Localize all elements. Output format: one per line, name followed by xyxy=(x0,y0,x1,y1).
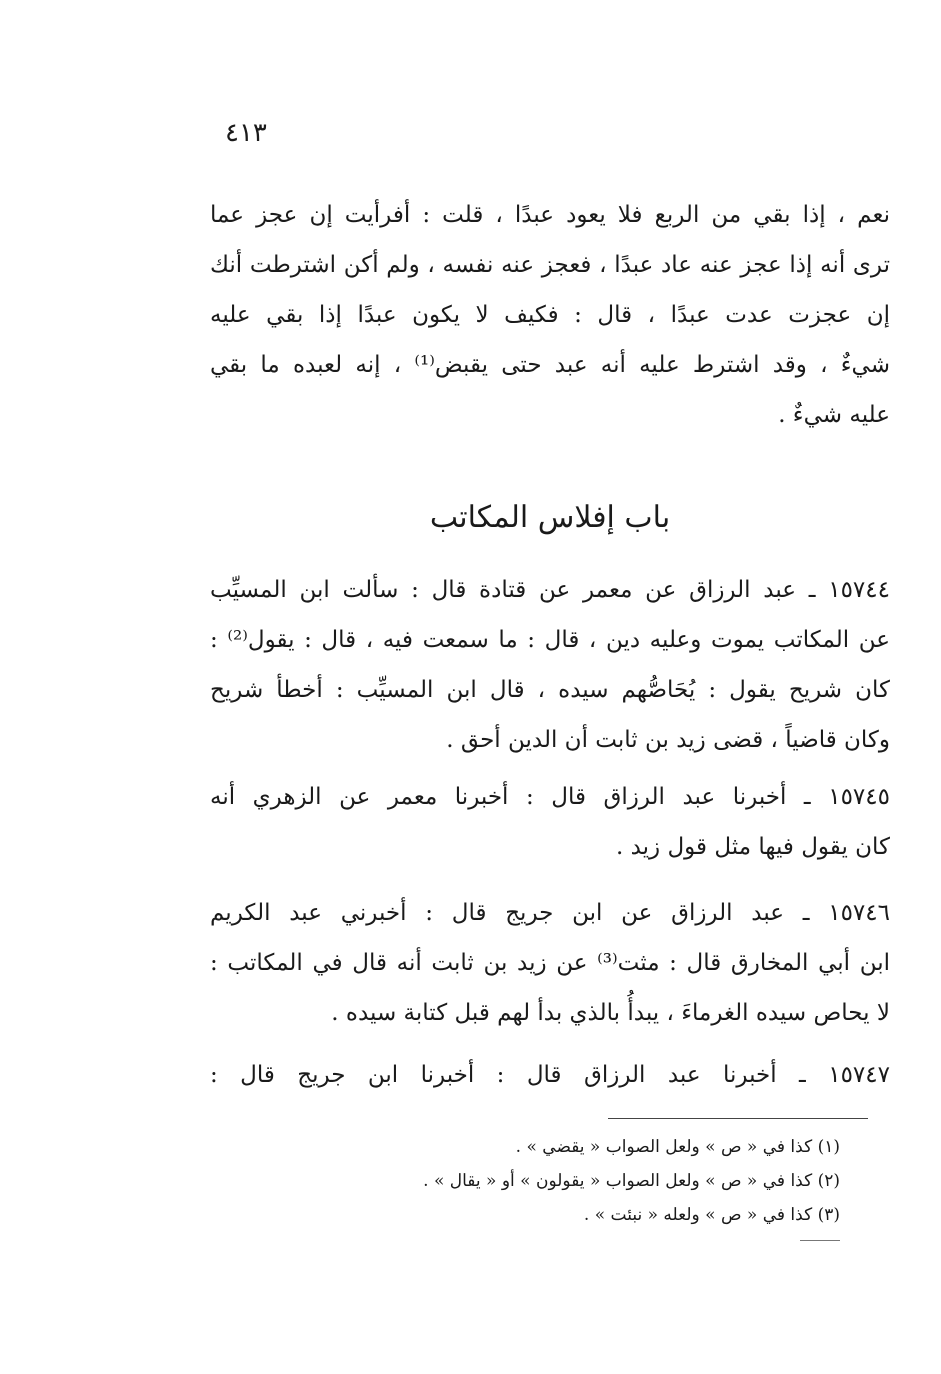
hadith-15744 xyxy=(210,565,890,765)
text-line: إن عجزت عدت عبدًا ، قال : فكيف لا يكون عبدًا إذا بقي عليه xyxy=(210,302,890,328)
hadith-15747 xyxy=(210,1050,890,1100)
hadith-15745 xyxy=(210,772,890,872)
text-line: ابن أبي المخارق قال : مثت⁽³⁾ عن زيد بن ثابت أنه قال في المكاتب : xyxy=(210,950,890,976)
footnote: (٢) كذا في « ص » ولعل الصواب « يقولون » أو « يقال » . xyxy=(423,1171,840,1191)
text-line: عليه شيءٌ . xyxy=(778,402,890,428)
section-title: باب إفلاس المكاتب xyxy=(429,500,671,535)
text-line: لا يحاص سيده الغرماءَ ، يبدأُ بالذي بدأ لهم قبل كتابة سيده . xyxy=(331,1000,890,1026)
footnote-divider xyxy=(608,1118,868,1119)
text-line: عن المكاتب يموت وعليه دين ، قال : ما سمعت فيه ، قال : يقول⁽²⁾ : xyxy=(210,627,890,653)
footnote: (٣) كذا في « ص » ولعله « نبئت » . xyxy=(583,1205,840,1225)
text-line: كان شريح يقول : يُحَاصُّهم سيده ، قال ابن المسيِّب : أخطأ شريح xyxy=(210,677,890,703)
text-line: ١٥٧٤٤ ـ عبد الرزاق عن معمر عن قتادة قال : سألت ابن المسيِّب xyxy=(210,577,890,603)
text-line: ١٥٧٤٦ ـ عبد الرزاق عن ابن جريج قال : أخبرني عبد الكريم xyxy=(210,900,890,926)
text-line: ١٥٧٤٧ ـ أخبرنا عبد الرزاق قال : أخبرنا ابن جريج قال : xyxy=(210,1062,890,1088)
hadith-15746 xyxy=(210,888,890,1038)
text-line: وكان قاضياً ، قضى زيد بن ثابت أن الدين أحق . xyxy=(446,727,890,753)
text-line: كان يقول فيها مثل قول زيد . xyxy=(615,834,890,860)
paragraph-continuation xyxy=(210,190,890,440)
text-line: ترى أنه إذا عجز عنه عاد عبدًا ، فعجز عنه نفسه ، ولم أكن اشترطت أنك xyxy=(210,252,890,278)
footnote: (١) كذا في « ص » ولعل الصواب « يقضي » . xyxy=(515,1137,840,1157)
text-line: نعم ، إذا بقي من الربع فلا يعود عبدًا ، قلت : أفرأيت إن عجز عما xyxy=(210,202,890,228)
footnotes xyxy=(300,1130,840,1232)
text-line: ١٥٧٤٥ ـ أخبرنا عبد الرزاق قال : أخبرنا معمر عن الزهري أنه xyxy=(210,784,890,810)
text-line: شيءٌ ، وقد اشترط عليه أنه عبد حتى يقبض⁽¹⁾ ، إنه لعبده ما بقي xyxy=(210,352,890,378)
footnote-end-mark xyxy=(800,1240,840,1241)
page-number: ٤١٣ xyxy=(225,118,267,148)
